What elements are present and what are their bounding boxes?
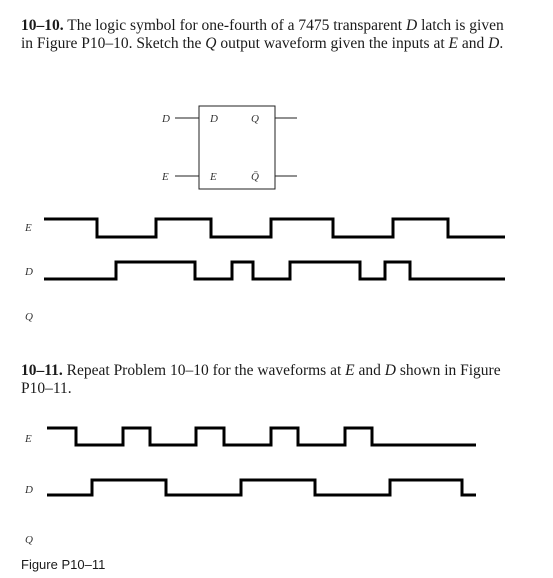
var-d: D	[384, 362, 396, 379]
var-e: E	[345, 362, 355, 379]
figure-p10-11	[24, 428, 476, 546]
var-d: D	[405, 17, 418, 34]
text-segment: shown in Figure P10–11.	[21, 362, 501, 397]
waveform-q-label: Q	[25, 311, 33, 323]
problem-number: 10–11.	[21, 362, 63, 379]
var-q: Q	[205, 35, 217, 52]
waveform-e	[47, 428, 476, 445]
text-segment: latch is given in Figure P10–10. Sketch the	[21, 17, 504, 52]
var-e: E	[448, 35, 458, 52]
text-segment: output waveform given the inputs at	[216, 35, 449, 52]
waveform-d	[44, 262, 505, 279]
waveform-e	[44, 219, 505, 237]
text-segment: and	[457, 35, 489, 52]
latch-input-e-label: E	[162, 171, 169, 183]
var-d: D	[488, 35, 500, 52]
figure-caption: Figure P10–11	[21, 557, 106, 572]
latch-pin-e-label: E	[210, 171, 217, 183]
waveform-d-label: D	[25, 266, 33, 278]
latch-symbol	[161, 106, 297, 189]
figure-p10-10	[24, 219, 505, 323]
waveform-d	[47, 480, 476, 495]
latch-pin-d-label: D	[210, 113, 218, 125]
text-segment: The logic symbol for one-fourth of a 7475 transparent	[63, 17, 406, 34]
text-segment: Repeat Problem 10–10 for the waveforms at	[62, 362, 346, 379]
text-segment: .	[499, 35, 504, 52]
latch-pin-qbar-label: Q̄	[251, 171, 259, 183]
latch-pin-q-label: Q	[251, 113, 259, 125]
waveform-e-label: E	[25, 222, 32, 234]
waveform-q-label: Q	[25, 534, 33, 546]
problem-number: 10–10.	[21, 17, 64, 34]
text-segment: and	[354, 362, 385, 379]
waveform-e-label: E	[25, 433, 32, 445]
latch-input-d-label: D	[162, 113, 170, 125]
waveform-d-label: D	[25, 484, 33, 496]
